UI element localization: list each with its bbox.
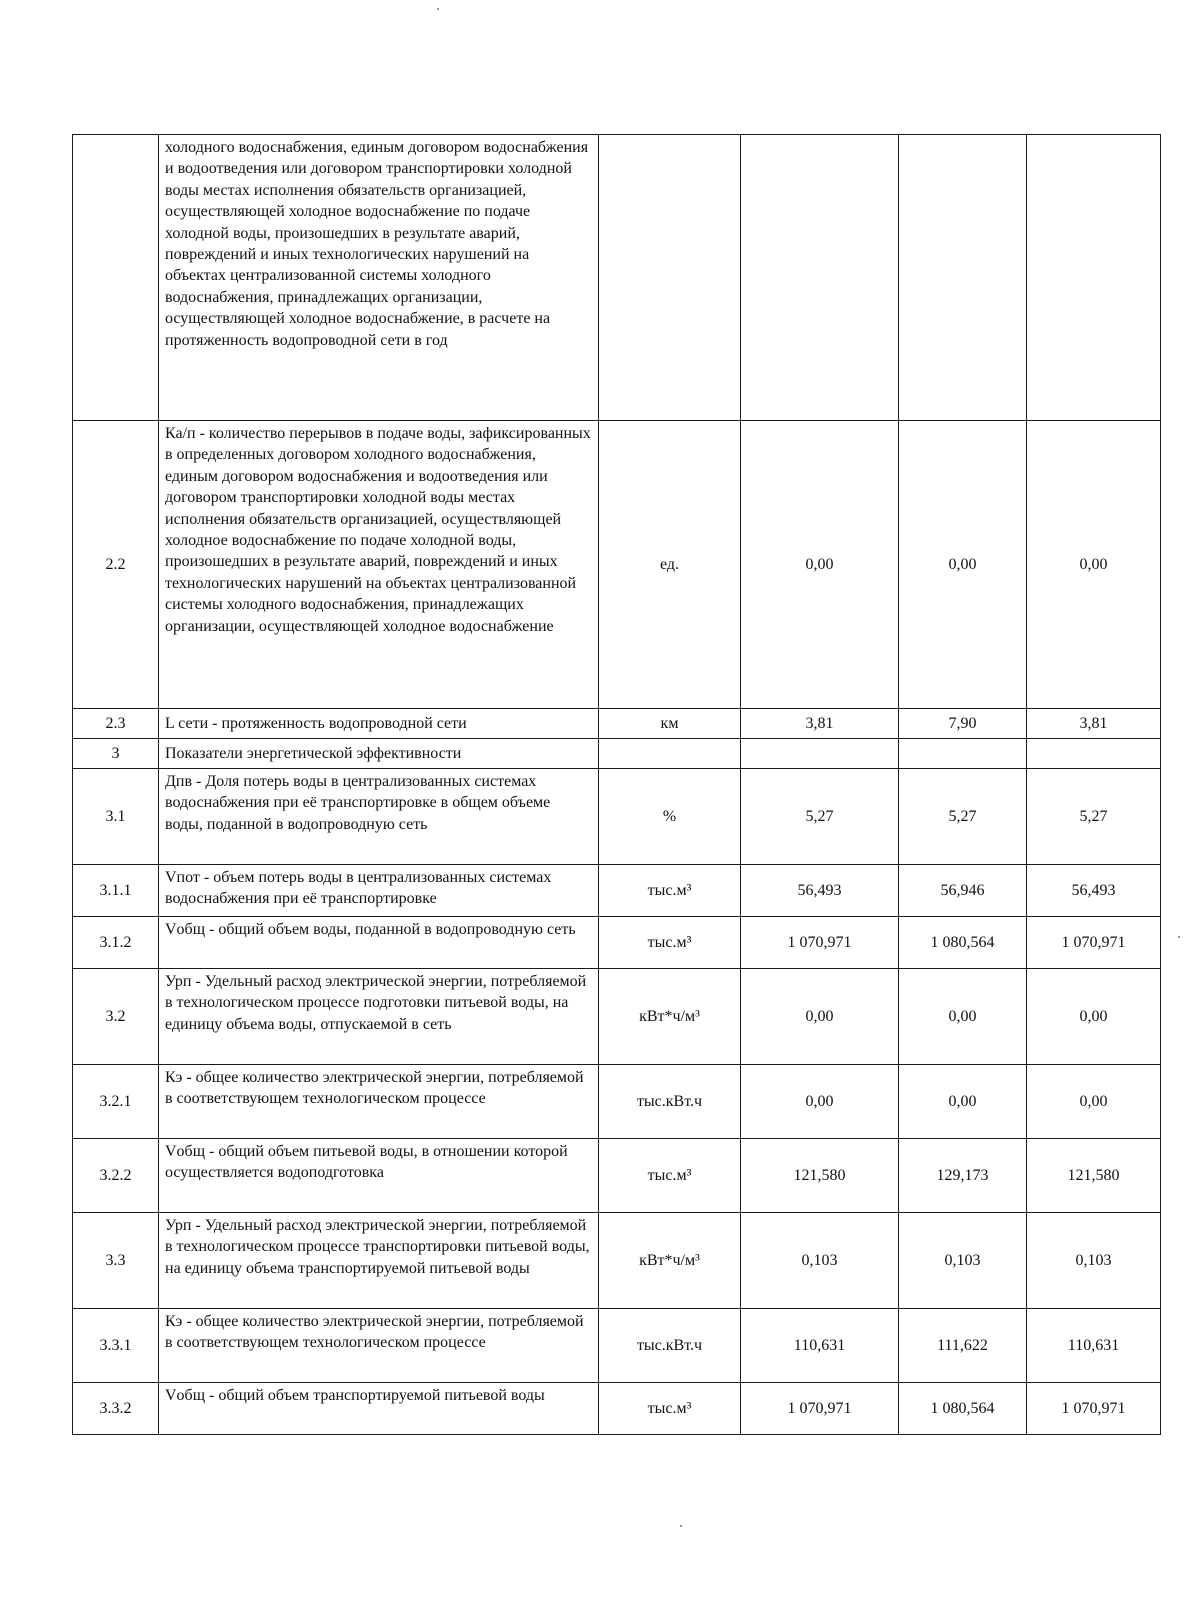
row-number: 3.3.1 xyxy=(73,1309,159,1383)
scan-speck xyxy=(1178,936,1180,938)
value-col-2 xyxy=(899,739,1027,769)
value-col-1: 1 070,971 xyxy=(741,917,899,969)
row-number: 3.2 xyxy=(73,969,159,1065)
row-number: 2.3 xyxy=(73,709,159,739)
value-col-3: 121,580 xyxy=(1027,1139,1161,1213)
value-col-3: 0,00 xyxy=(1027,421,1161,709)
table-row xyxy=(73,1383,1161,1435)
value-col-3: 110,631 xyxy=(1027,1309,1161,1383)
value-col-2: 0,103 xyxy=(899,1213,1027,1309)
value-col-1: 5,27 xyxy=(741,769,899,865)
value-col-1: 121,580 xyxy=(741,1139,899,1213)
value-col-1: 0,00 xyxy=(741,969,899,1065)
row-unit xyxy=(599,739,741,769)
row-unit: ед. xyxy=(599,421,741,709)
value-col-3 xyxy=(1027,135,1161,421)
table-row xyxy=(73,1139,1161,1213)
row-number: 3 xyxy=(73,739,159,769)
value-col-3: 56,493 xyxy=(1027,865,1161,917)
row-description: Vобщ - общий объем транспортируемой питьевой воды xyxy=(159,1383,599,1435)
row-description: холодного водоснабжения, единым договором водоснабжения и водоотведения или договором транспортировки холодной воды местах исполнения обязательств организацией, осуществляющей холодное водоснабжение по подаче холодной воды, произошедших в результате аварий, повреждений и иных технологических нарушений на объектах централизованной системы холодного водоснабжения, принадлежащих организации, осуществляющей холодное водоснабжение, в расчете на протяженность водопроводной сети в год xyxy=(159,135,599,421)
row-description: Урп - Удельный расход электрической энергии, потребляемой в технологическом процессе подготовки питьевой воды, на единицу объема воды, отпускаемой в сеть xyxy=(159,969,599,1065)
value-col-2: 129,173 xyxy=(899,1139,1027,1213)
table-row xyxy=(73,1309,1161,1383)
row-number: 3.1.1 xyxy=(73,865,159,917)
section-header-row xyxy=(73,739,1161,769)
table-row xyxy=(73,865,1161,917)
row-description: Ка/п - количество перерывов в подаче воды, зафиксированных в определенных договором холодного водоснабжения, единым договором водоснабжения и водоотведения или договором транспортировки холодной воды местах исполнения обязательств организацией, осуществляющей холодное водоснабжение по подаче холодной воды, произошедших в результате аварий, повреждений и иных технологических нарушений на объектах централизованной системы холодного водоснабжения, принадлежащих организации, осуществляющей холодное водоснабжение xyxy=(159,421,599,709)
row-unit: тыс.м³ xyxy=(599,917,741,969)
table-row xyxy=(73,917,1161,969)
value-col-2: 0,00 xyxy=(899,1065,1027,1139)
value-col-3: 5,27 xyxy=(1027,769,1161,865)
row-number: 3.2.1 xyxy=(73,1065,159,1139)
row-description: Vпот - объем потерь воды в централизованных системах водоснабжения при её транспортировке xyxy=(159,865,599,917)
value-col-1: 0,00 xyxy=(741,1065,899,1139)
table-row xyxy=(73,1065,1161,1139)
value-col-3: 0,00 xyxy=(1027,969,1161,1065)
value-col-1: 1 070,971 xyxy=(741,1383,899,1435)
value-col-1 xyxy=(741,135,899,421)
table-row xyxy=(73,421,1161,709)
row-number xyxy=(73,135,159,421)
row-unit: км xyxy=(599,709,741,739)
row-unit: кВт*ч/м³ xyxy=(599,1213,741,1309)
table-row xyxy=(73,969,1161,1065)
row-unit: тыс.м³ xyxy=(599,1139,741,1213)
row-description: Кэ - общее количество электрической энергии, потребляемой в соответствующем технологическом процессе xyxy=(159,1065,599,1139)
row-number: 3.3 xyxy=(73,1213,159,1309)
value-col-2: 1 080,564 xyxy=(899,917,1027,969)
row-number: 3.2.2 xyxy=(73,1139,159,1213)
row-number: 3.1 xyxy=(73,769,159,865)
value-col-2: 0,00 xyxy=(899,969,1027,1065)
value-col-2: 0,00 xyxy=(899,421,1027,709)
value-col-2: 111,622 xyxy=(899,1309,1027,1383)
table-row xyxy=(73,1213,1161,1309)
value-col-3: 1 070,971 xyxy=(1027,917,1161,969)
section-title: Показатели энергетической эффективности xyxy=(159,739,599,769)
row-description: Кэ - общее количество электрической энергии, потребляемой в соответствующем технологическом процессе xyxy=(159,1309,599,1383)
value-col-3: 0,00 xyxy=(1027,1065,1161,1139)
row-unit: тыс.м³ xyxy=(599,865,741,917)
row-description: Дпв - Доля потерь воды в централизованных системах водоснабжения при её транспортировке в общем объеме воды, поданной в водопроводную сеть xyxy=(159,769,599,865)
value-col-2: 5,27 xyxy=(899,769,1027,865)
row-unit: тыс.кВт.ч xyxy=(599,1065,741,1139)
row-unit: тыс.м³ xyxy=(599,1383,741,1435)
value-col-3: 3,81 xyxy=(1027,709,1161,739)
row-number: 3.3.2 xyxy=(73,1383,159,1435)
value-col-1: 0,00 xyxy=(741,421,899,709)
table-row xyxy=(73,135,1161,421)
row-number: 3.1.2 xyxy=(73,917,159,969)
row-description: Vобщ - общий объем питьевой воды, в отношении которой осуществляется водоподготовка xyxy=(159,1139,599,1213)
value-col-1 xyxy=(741,739,899,769)
value-col-3: 0,103 xyxy=(1027,1213,1161,1309)
indicators-table xyxy=(72,134,1161,1435)
row-number: 2.2 xyxy=(73,421,159,709)
value-col-1: 110,631 xyxy=(741,1309,899,1383)
value-col-1: 0,103 xyxy=(741,1213,899,1309)
row-description: Vобщ - общий объем воды, поданной в водопроводную сеть xyxy=(159,917,599,969)
value-col-2: 56,946 xyxy=(899,865,1027,917)
row-unit: % xyxy=(599,769,741,865)
value-col-2: 1 080,564 xyxy=(899,1383,1027,1435)
table-row xyxy=(73,769,1161,865)
table-row xyxy=(73,709,1161,739)
row-description: Урп - Удельный расход электрической энергии, потребляемой в технологическом процессе транспортировки питьевой воды, на единицу объема транспортируемой питьевой воды xyxy=(159,1213,599,1309)
value-col-2 xyxy=(899,135,1027,421)
scan-speck xyxy=(680,1525,682,1527)
row-unit: кВт*ч/м³ xyxy=(599,969,741,1065)
value-col-3 xyxy=(1027,739,1161,769)
row-unit xyxy=(599,135,741,421)
value-col-1: 3,81 xyxy=(741,709,899,739)
value-col-2: 7,90 xyxy=(899,709,1027,739)
scan-speck xyxy=(437,8,439,10)
row-description: L сети - протяженность водопроводной сети xyxy=(159,709,599,739)
row-unit: тыс.кВт.ч xyxy=(599,1309,741,1383)
value-col-1: 56,493 xyxy=(741,865,899,917)
value-col-3: 1 070,971 xyxy=(1027,1383,1161,1435)
